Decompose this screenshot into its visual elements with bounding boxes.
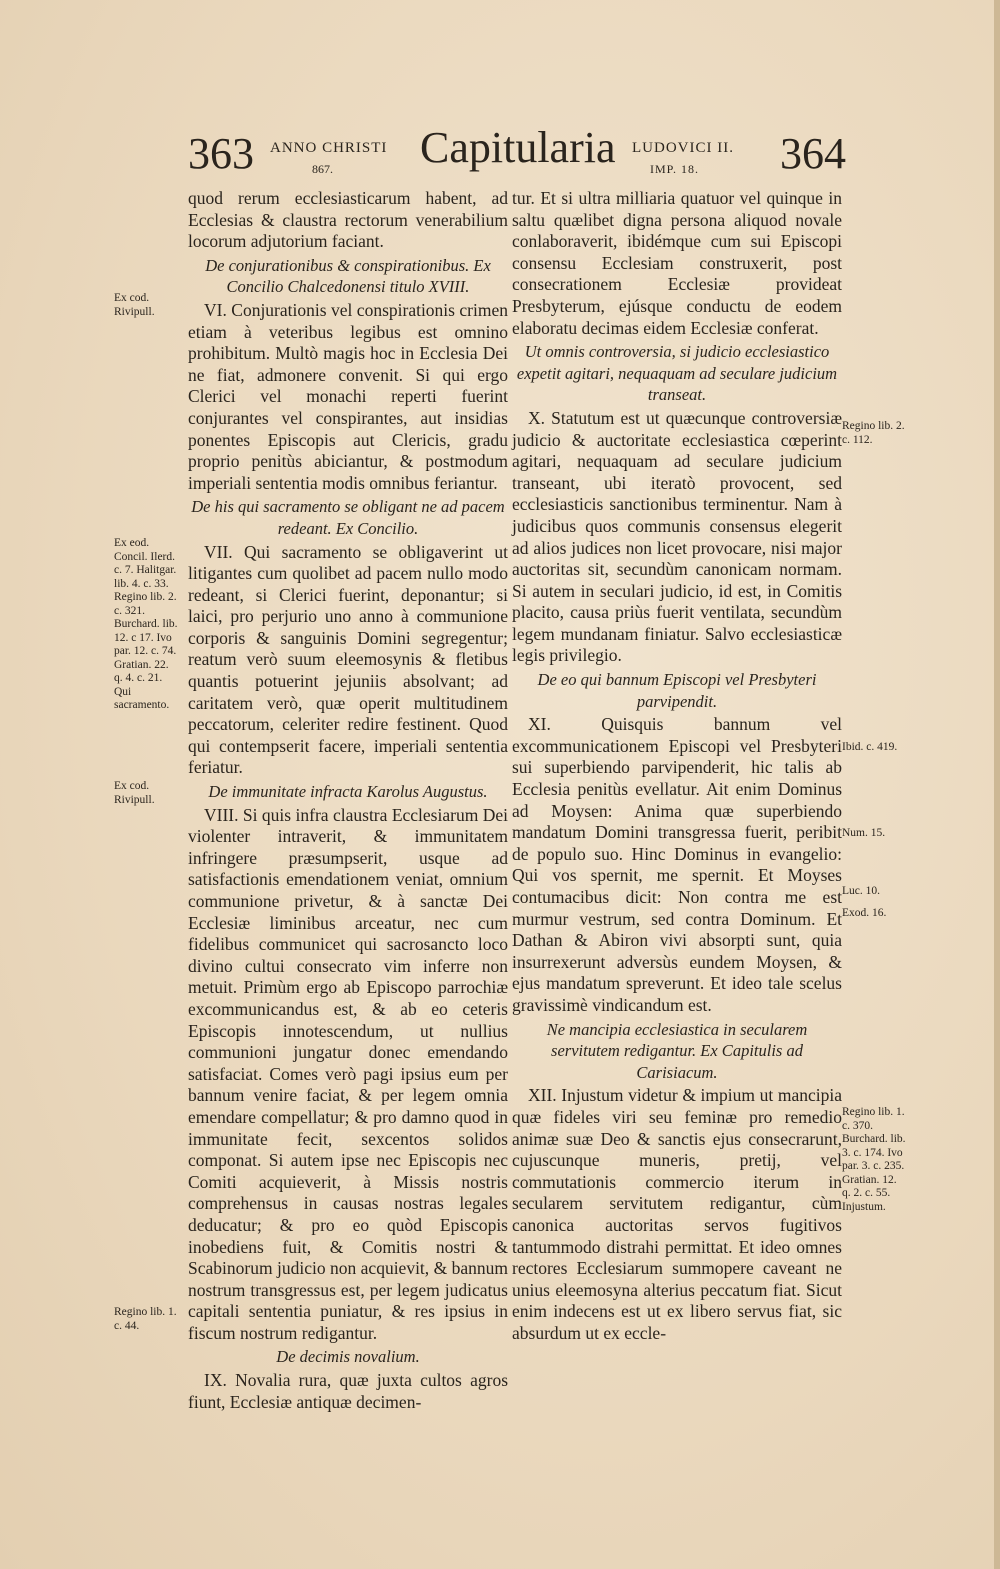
margin-note: Ex eod. Concil. Ilerd. c. 7. Halitgar. lib. 4. c. 33. Regino lib. 2. c. 321. Burchard. lib. 12. c 17. Ivo par. 12. c. 74. Gratian. 22. q. 4. c. 21. Qui sacramento. <box>114 537 178 711</box>
paragraph: XII. Injustum videtur & impium ut mancipia quæ fideles viri seu feminæ pro remedio animæ suæ Deo & sanctis ejus consecrarunt, cujuscunque muneris, pretij, vel commutationis commercio iterum in secularem servitutem redigantur, cùm canonica auctoritas servos fugitivos tantummodo distrahi permittat. Et ideo omnes rectores Ecclesiarum summopere caveant ne unius eleemosyna alterius peccatum fiat. Sicut enim indecens est ut ex libero servus fiat, sic absurdum ut ex eccle- <box>512 1085 842 1343</box>
rubric: Ut omnis controversia, si judicio ecclesiastico expetit agitari, nequaquam ad seculare judicium transeat. <box>516 342 838 405</box>
rubric: De eo qui bannum Episcopi vel Presbyteri parvipendit. <box>537 670 817 711</box>
imperial-year: IMP. 18. <box>650 162 700 176</box>
margin-note: Regino lib. 1. c. 370. Burchard. lib. 3. c. 174. Ivo par. 3. c. 235. Gratian. 12. q. 2. c. 55. Injustum. <box>842 1106 906 1213</box>
page-number-left: 363 <box>188 129 254 178</box>
paragraph: X. Statutum est ut quæcunque controversiæ judicio & auctoritate ecclesiastica cœperint agitari, nequaquam ad seculare judicium transeant, ubi iteratò provocent, sed ecclesiasticis sanctionibus terminentur. Nam à judicibus quos communis consensus elegerit ad alios judices non licet provocare, nisi major auctoritas sit, secundùm canonicam normam. Si autem in seculari judicio, id est, in Comitis placito, causa priùs fuerit ventilata, secundùm legem mundanam finiatur. Salvo ecclesiasticæ legis privilegio. <box>512 407 842 666</box>
margin-note: Ex cod. Rivipull. <box>114 780 155 806</box>
paragraph: VI. Conjurationis vel conspirationis crimen etiam à veteribus legibus est omnino prohibitum. Multò magis hoc in Ecclesia Dei ne fiat, admonere convenit. Si qui ergo Clerici vel monachi reperti fuerint conjurantes vel conspirantes, aut insidias ponentes Episcopis aut Clericis, gradu proprio penitùs abiciantur, & postmodum imperiali sententia modis omnibus feriantur. <box>188 299 508 493</box>
paragraph: VII. Qui sacramento se obligaverint ut litigantes cum quolibet ad pacem nullo modo redeant, si Clerici fuerint, deponantur; si laici, pro perjurio uno anno à communione corporis & sanguinis Domini segregentur; reatum verò suum eleemosynis & fletibus quantis potuerint jejuniis absolvant; ad caritatem verò, quæ operit multitudinem peccatorum, celeriter redire festinent. Quod qui contempserit facere, imperiali sententia feriatur. <box>188 541 508 778</box>
margin-note: Luc. 10. <box>842 885 881 897</box>
margin-note: Regino lib. 2. c. 112. <box>842 420 905 446</box>
left-column <box>188 188 508 1413</box>
ludovici-label: LUDOVICI II. <box>632 140 734 156</box>
rubric: De conjurationibus & conspirationibus. Ex Concilio Chalcedonensi titulo XVIII. <box>205 255 491 297</box>
paragraph: tur. Et si ultra milliaria quatuor vel quinque in saltu quælibet digna persona aliquod novale conlaboraverit, ibidémque cum sui Episcopi consensu Ecclesiam construxerit, post consecrationem Ecclesiæ provideat Presbyterum, ejúsque conductu de eodem elaboratu decimas eidem Ecclesiæ conferat. <box>512 188 842 338</box>
paragraph: VIII. Si quis infra claustra Ecclesiarum Dei violenter intraverit, & immunitatem infringere præsumpserit, usque ad satisfactionis emendationem veniat, omnium communione privetur, & à sanctæ Dei Ecclesiæ liminibus arceatur, nec cum fidelibus communicet qui sacrosancto loco divino cultui consecrato vim inferre non metuit. Primùm ergo ab Episcopo parrochiæ excommunicandus est, & ab eo ceteris Episcopis innotescendum, ut nullius communioni jungatur donec emendando satisfaciat. Comes verò pagi ipsius eum per bannum venire faciat, & per legem omnia emendare compellatur; & pro damno quod in immunitate fecit, sexcentos solidos componat. Si autem ipse nec Episcopis nec Comiti acquieverit, à Missis nostris comprehensus in causas nostras legales deducatur; & pro eo quòd Episcopis inobediens fuit, & Comitis nostri & Scabinorum judicio non acquievit, & bannum nostrum transgressus est, per legem judicatus capitali sententia puniatur, & res ipsius in fiscum nostrum redigantur. <box>188 804 508 1343</box>
margin-note: Ibid. c. 419. <box>842 741 898 753</box>
anno-christi: ANNO CHRISTI <box>270 140 388 156</box>
margin-note: Num. 15. <box>842 827 886 839</box>
margin-note: Regino lib. 1. c. 44. <box>114 1306 177 1332</box>
anno-year: 867. <box>312 162 333 176</box>
rubric: De his qui sacramento se obligant ne ad pacem redeant. Ex Concilio. <box>191 497 505 538</box>
page-edge <box>994 0 1000 1569</box>
right-column <box>512 188 842 1344</box>
page-number-right: 364 <box>780 129 846 178</box>
paragraph: IX. Novalia rura, quæ juxta cultos agros fiunt, Ecclesiæ antiquæ decimen- <box>188 1370 508 1412</box>
paragraph: quod rerum ecclesiasticarum habent, ad Ecclesias & claustra rectorum venerabilium locorum adjutorium faciant. <box>188 188 508 252</box>
margin-note: Ex cod. Rivipull. <box>114 292 155 318</box>
margin-note: Exod. 16. <box>842 907 887 919</box>
paragraph: XI. Quisquis bannum vel excommunicationem Episcopi vel Presbyteri sui superbiendo parvipenderit, hic talis ab Ecclesia penitùs evellatur. Ait enim Dominus ad Moysen: Anima quæ superbiendo mandatum Domini transgressa fuerit, peribit de populo suo. Hinc Dominus in evangelio: Qui vos spernit, me spernit. Et Moyses contumacibus dicit: Non contra me est murmur vestrum, sed contra Dominum. Et Dathan & Abiron vivi absorpti sunt, quia insurrexerunt adversùs eundem Moysen, & ejus mandatum spreverunt. Et ideo tale scelus gravissimè vindicandum est. <box>512 714 842 1015</box>
running-header <box>0 123 1000 188</box>
rubric: De immunitate infracta Karolus Augustus. <box>208 782 488 802</box>
rubric: Ne mancipia ecclesiastica in secularem servitutem redigantur. Ex Capitulis ad Carisiacum. <box>546 1019 808 1082</box>
running-title: Capitularia <box>420 123 616 172</box>
rubric: De decimis novalium. <box>276 1347 420 1367</box>
